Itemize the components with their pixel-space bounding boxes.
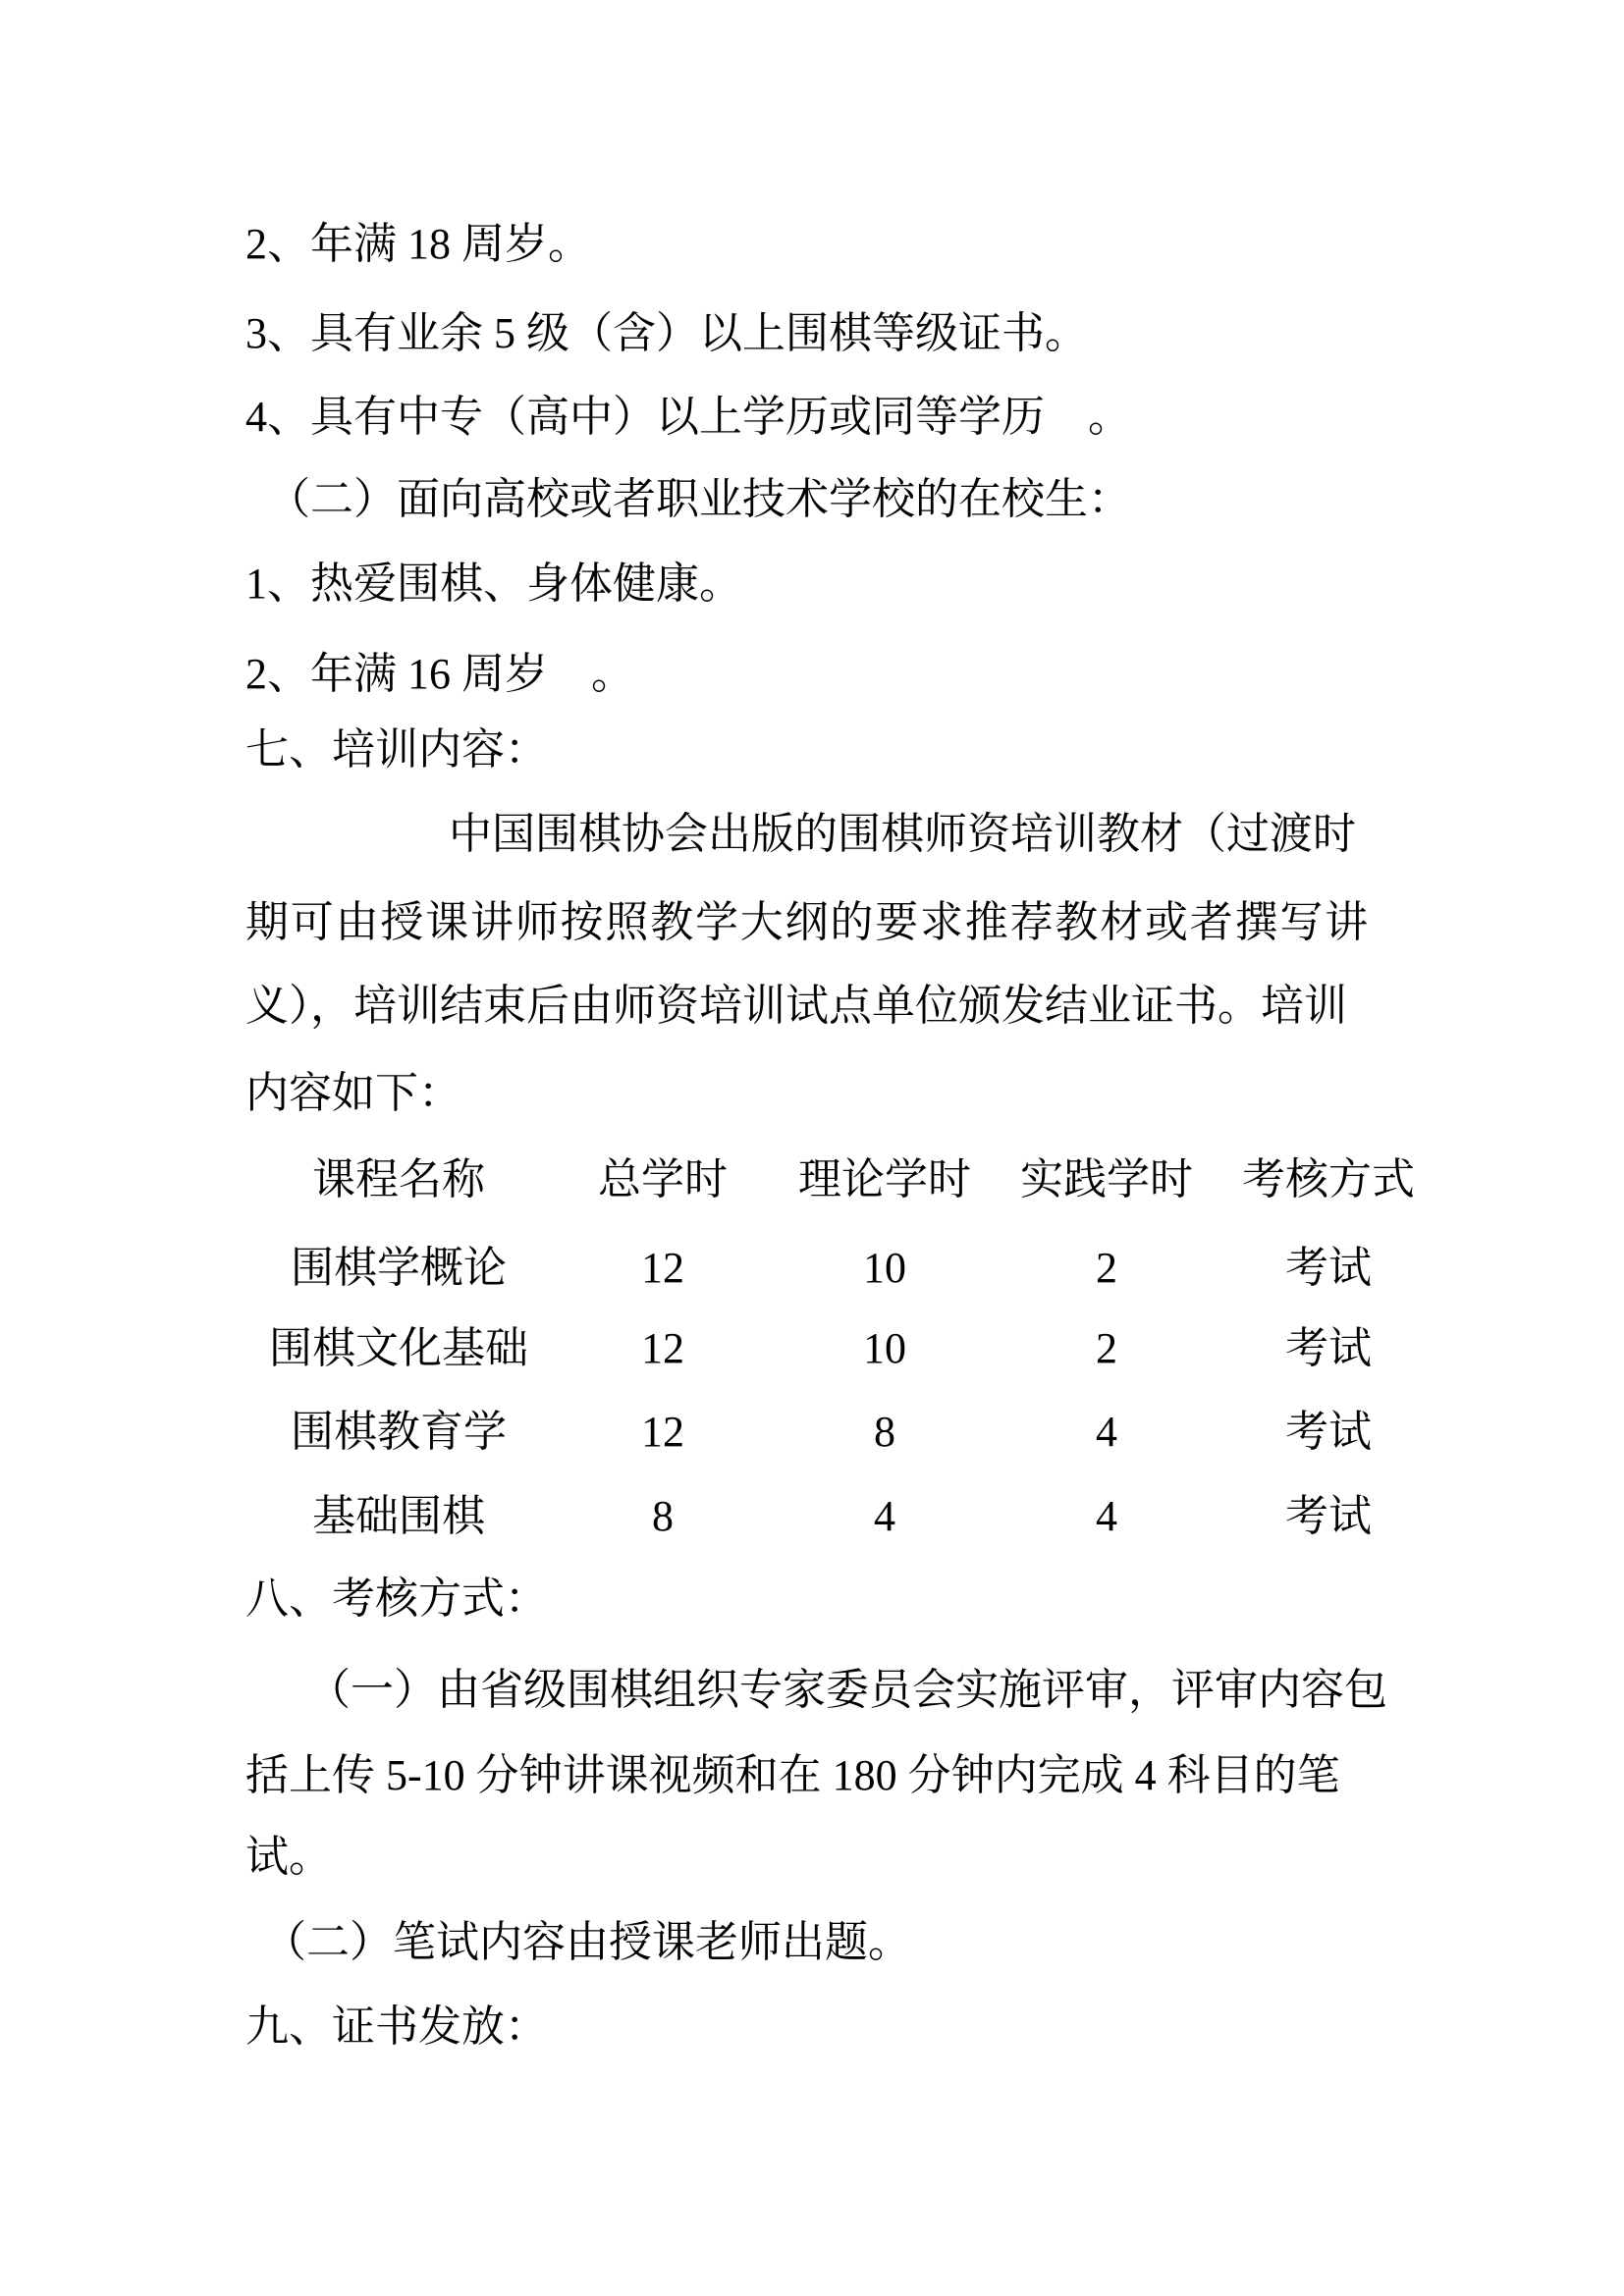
- table-cell-assessment: 考试: [1285, 1408, 1372, 1456]
- table-cell-assessment: 考试: [1285, 1492, 1372, 1540]
- paragraph-content-as-follows: 内容如下：: [245, 1069, 461, 1117]
- table-cell-total: 12: [641, 1244, 684, 1292]
- table-cell-course: 基础围棋: [312, 1492, 485, 1540]
- table-cell-practice: 4: [1096, 1408, 1117, 1456]
- paragraph-education-level: 4、具有中专（高中）以上学历或同等学历 。: [245, 393, 1131, 441]
- table-cell-theory: 10: [863, 1244, 906, 1292]
- paragraph-love-weiqi: 1、热爱围棋、身体健康。: [245, 560, 742, 608]
- paragraph-age-16: 2、年满 16 周岁 。: [245, 650, 634, 698]
- paragraph-textbook-line2: 期可由授课讲师按照教学大纲的要求推荐教材或者撰写讲: [245, 898, 1370, 946]
- table-cell-course: 围棋学概论: [291, 1244, 507, 1292]
- table-cell-theory: 8: [874, 1408, 895, 1456]
- table-cell-assessment: 考试: [1285, 1244, 1372, 1292]
- paragraph-review-line1: （一）由省级围棋组织专家委员会实施评审，评审内容包: [307, 1666, 1387, 1714]
- course-table-row: [245, 1240, 1439, 1297]
- paragraph-review-line2: 括上传 5-10 分钟讲课视频和在 180 分钟内完成 4 科目的笔: [245, 1751, 1340, 1799]
- paragraph-textbook-line1: 中国围棋协会出版的围棋师资培训教材（过渡时: [449, 810, 1356, 858]
- table-header-assessment-type: 考核方式: [1242, 1155, 1415, 1203]
- table-cell-assessment: 考试: [1285, 1324, 1372, 1372]
- paragraph-textbook-line3: 义），培训结束后由师资培训试点单位颁发结业证书。培训: [245, 982, 1347, 1030]
- heading-training-content: 七、培训内容：: [245, 725, 548, 774]
- table-header-total-hours: 总学时: [598, 1155, 728, 1203]
- paragraph-written-exam: （二）笔试内容由授课老师出题。: [263, 1918, 911, 1966]
- course-table-row: [245, 1404, 1439, 1461]
- table-cell-total: 12: [641, 1408, 684, 1456]
- table-cell-total: 12: [641, 1324, 684, 1372]
- table-header-practice-hours: 实践学时: [1020, 1155, 1193, 1203]
- heading-assessment-method: 八、考核方式：: [245, 1575, 548, 1623]
- table-cell-practice: 4: [1096, 1492, 1117, 1540]
- paragraph-age-18: 2、年满 18 周岁。: [245, 220, 591, 268]
- paragraph-review-line3: 试。: [245, 1833, 332, 1881]
- course-table-row: [245, 1320, 1439, 1377]
- paragraph-section-2-heading: （二）面向高校或者职业技术学校的在校生：: [267, 475, 1131, 523]
- table-cell-theory: 4: [874, 1492, 895, 1540]
- table-cell-practice: 2: [1096, 1244, 1117, 1292]
- table-cell-course: 围棋教育学: [291, 1408, 507, 1456]
- table-cell-course: 围棋文化基础: [269, 1324, 528, 1372]
- table-cell-practice: 2: [1096, 1324, 1117, 1372]
- heading-certificate-issuance: 九、证书发放：: [245, 2002, 548, 2051]
- table-cell-total: 8: [652, 1492, 674, 1540]
- paragraph-amateur-5-cert: 3、具有业余 5 级（含）以上围棋等级证书。: [245, 309, 1088, 357]
- table-cell-theory: 10: [863, 1324, 906, 1372]
- course-table-header-row: [245, 1151, 1439, 1208]
- course-table-row: [245, 1488, 1439, 1545]
- table-header-theory-hours: 理论学时: [798, 1155, 971, 1203]
- table-header-course-name: 课程名称: [312, 1155, 485, 1203]
